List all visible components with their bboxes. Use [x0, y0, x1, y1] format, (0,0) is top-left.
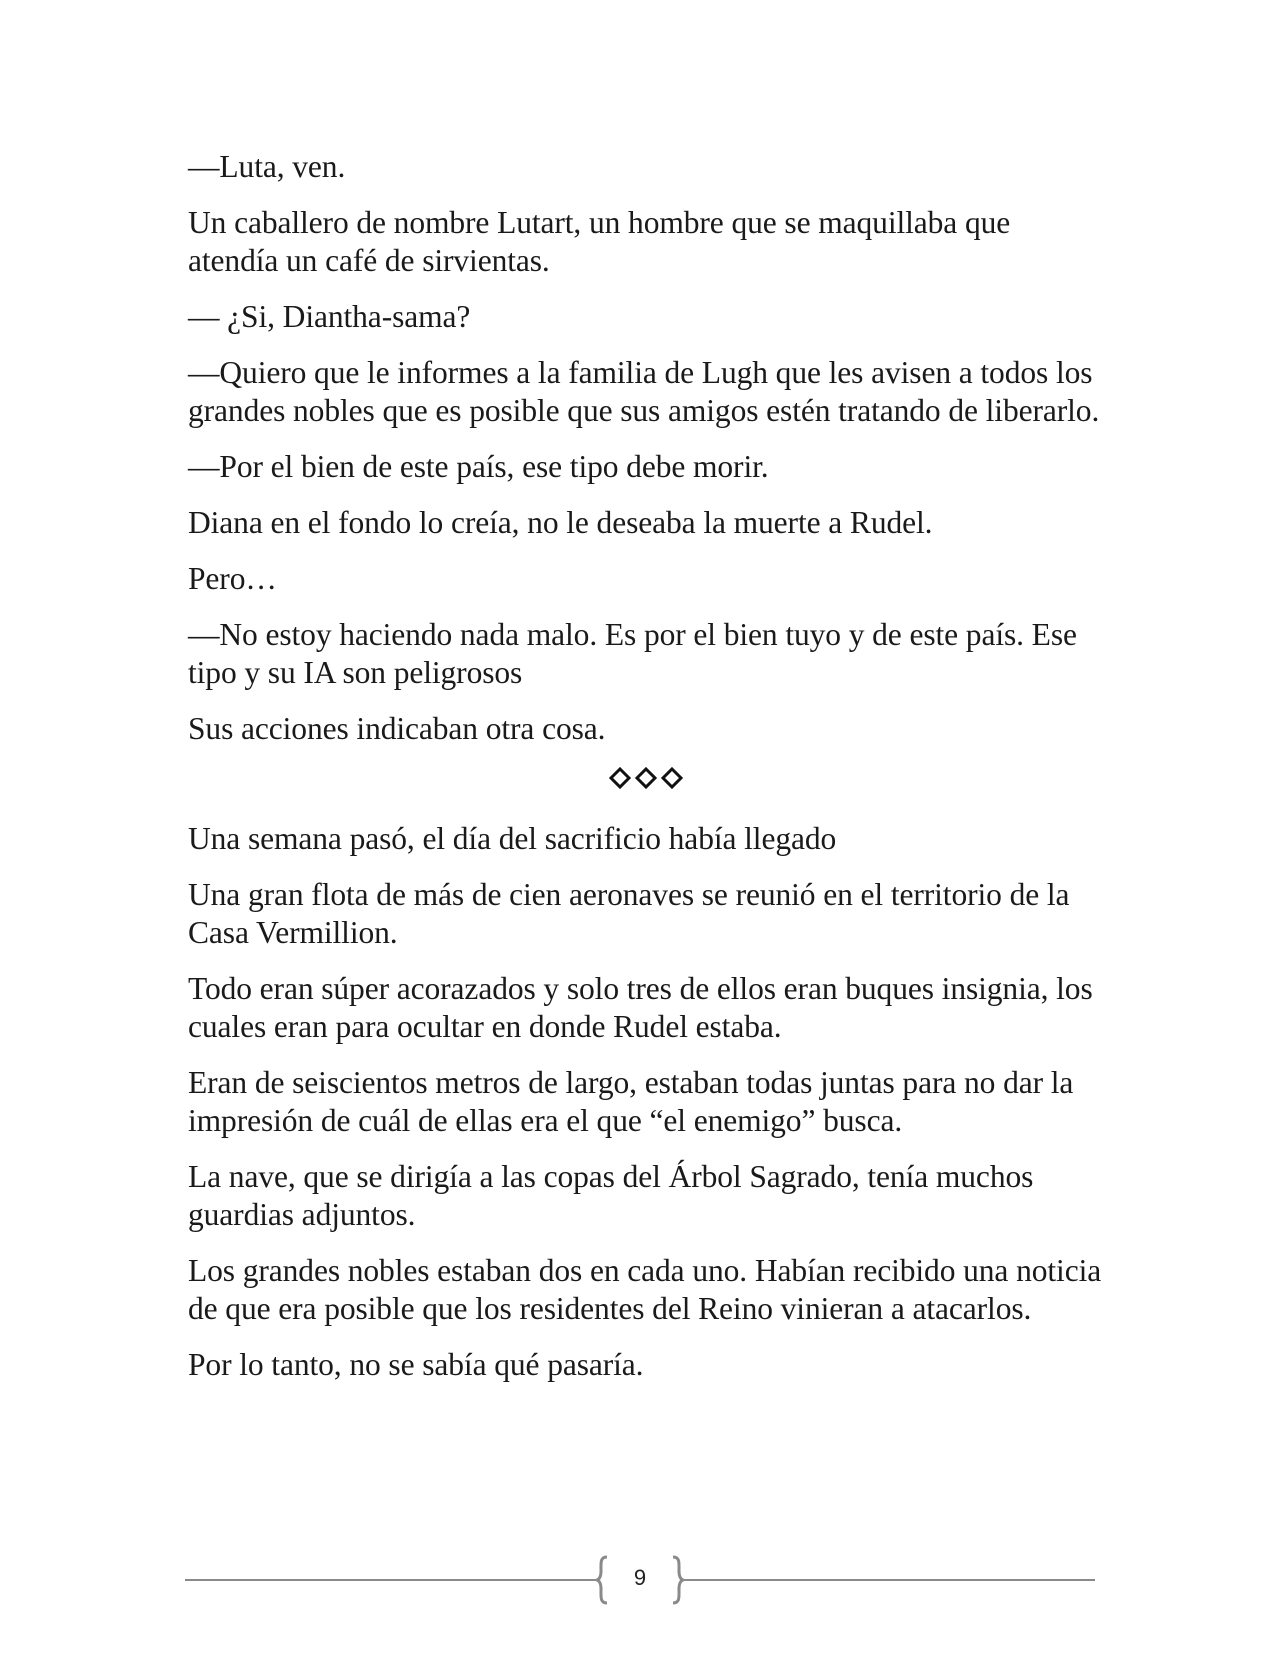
paragraph: Por lo tanto, no se sabía qué pasaría.	[188, 1347, 644, 1382]
left-brace-icon	[595, 1555, 609, 1605]
footer-rule-right	[683, 1579, 1095, 1581]
paragraph: La nave, que se dirigía a las copas del Árbol Sagrado, tenía muchos guardias adjuntos.	[188, 1159, 1034, 1232]
page-body	[188, 148, 1103, 1402]
paragraph: Una semana pasó, el día del sacrificio había llegado	[188, 821, 837, 856]
paragraph: Una gran flota de más de cien aeronaves se reunió en el territorio de la Casa Vermillion.	[188, 877, 1070, 950]
paragraph: —Quiero que le informes a la familia de Lugh que les avisen a todos los grandes nobles que es posible que sus amigos estén tratando de liberarlo.	[188, 355, 1100, 428]
page-footer	[185, 1555, 1095, 1605]
paragraph: Todo eran súper acorazados y solo tres de ellos eran buques insignia, los cuales eran para ocultar en donde Rudel estaba.	[188, 971, 1093, 1044]
section-separator	[188, 766, 1103, 802]
paragraph: —Luta, ven.	[188, 149, 346, 184]
page-number: 9	[633, 1565, 647, 1590]
paragraph: — ¿Si, Diantha-sama?	[188, 299, 471, 334]
paragraph: Sus acciones indicaban otra cosa.	[188, 711, 606, 746]
paragraph: Los grandes nobles estaban dos en cada uno. Habían recibido una noticia de que era posible que los residentes del Reino vinieran a atacarlos.	[188, 1253, 1102, 1326]
paragraph: —No estoy haciendo nada malo. Es por el bien tuyo y de este país. Ese tipo y su IA son peligrosos	[188, 617, 1077, 690]
paragraph: Diana en el fondo lo creía, no le deseaba la muerte a Rudel.	[188, 505, 933, 540]
paragraph: Pero…	[188, 561, 277, 596]
paragraph: —Por el bien de este país, ese tipo debe morir.	[188, 449, 769, 484]
paragraph: Un caballero de nombre Lutart, un hombre que se maquillaba que atendía un café de sirvientas.	[188, 205, 1011, 278]
paragraph: Eran de seiscientos metros de largo, estaban todas juntas para no dar la impresión de cuál de ellas era el que “el enemigo” busca.	[188, 1065, 1074, 1138]
three-diamonds-icon	[608, 766, 684, 790]
footer-rule-left	[185, 1579, 597, 1581]
